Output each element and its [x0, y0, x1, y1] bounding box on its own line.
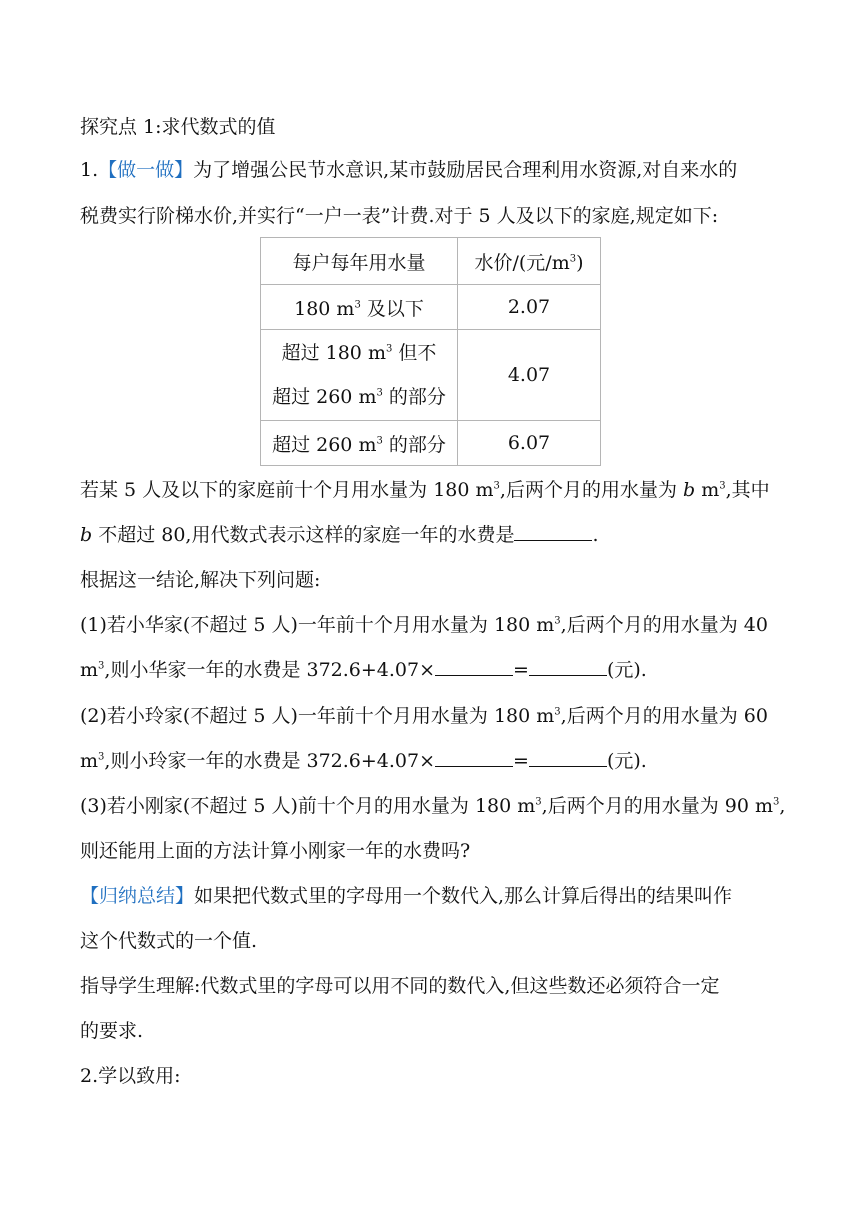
- water-price-table: [260, 237, 601, 466]
- problem-1-line-2: $m^3$,则小华家一年的水费是 372.6+4.07× = (元).: [80, 659, 647, 681]
- problem-3-line-2: 则还能用上面的方法计算小刚家一年的水费吗?: [80, 840, 471, 862]
- problem-2-line-2: $m^3$,则小玲家一年的水费是 372.6+4.07× = (元).: [80, 750, 647, 772]
- section-title: 探究点 1:求代数式的值: [80, 116, 276, 138]
- header-price: 水价/(元$/m^3$): [458, 238, 601, 285]
- summary-tag: 【归纳总结】: [80, 885, 195, 907]
- do-it-tag: 【做一做】: [98, 159, 194, 181]
- question-1-line-2: 税费实行阶梯水价,并实行“一户一表”计费.对于 5 人及以下的家庭,规定如下:: [80, 205, 719, 227]
- paragraph-1-line-1: 若某 5 人及以下的家庭前十个月用水量为 180 $m^3$,后两个月的用水量为 b $m^3$,其中: [80, 479, 770, 501]
- price-cell: 4.07: [458, 330, 601, 421]
- table-row: [261, 330, 601, 421]
- answer-blank: [529, 659, 607, 676]
- summary-line-1: 【归纳总结】如果把代数式里的字母用一个数代入,那么计算后得出的结果叫作: [80, 885, 733, 907]
- table-row: [261, 285, 601, 330]
- problem-2-line-1: (2)若小玲家(不超过 5 人)一年前十个月用水量为 180 $m^3$,后两个月的用水量为 60: [80, 705, 768, 727]
- guide-line-2: 的要求.: [80, 1020, 144, 1042]
- table-row: [261, 421, 601, 466]
- intro-line: 根据这一结论,解决下列问题:: [80, 569, 321, 591]
- answer-blank: [435, 659, 513, 676]
- paragraph-1-line-2: b 不超过 80,用代数式表示这样的家庭一年的水费是 .: [80, 524, 599, 546]
- header-usage: 每户每年用水量: [261, 238, 458, 285]
- problem-1-line-1: (1)若小华家(不超过 5 人)一年前十个月用水量为 180 $m^3$,后两个月的用水量为 40: [80, 614, 768, 636]
- price-cell: 6.07: [458, 421, 601, 466]
- summary-line-2: 这个代数式的一个值.: [80, 930, 258, 952]
- guide-line-1: 指导学生理解:代数式里的字母可以用不同的数代入,但这些数还必须符合一定: [80, 975, 720, 997]
- usage-cell: 超过 260 $m^3$ 的部分: [261, 421, 458, 466]
- answer-blank: [514, 524, 592, 541]
- price-cell: 2.07: [458, 285, 601, 330]
- usage-cell: 超过 180 $m^3$ 但不 超过 260 $m^3$ 的部分: [261, 330, 458, 421]
- table-header-row: [261, 238, 601, 285]
- problem-3-line-1: (3)若小刚家(不超过 5 人)前十个月的用水量为 180 $m^3$,后两个月的用水量为 90 $m^3$,: [80, 795, 786, 817]
- usage-cell: 180 $m^3$ 及以下: [261, 285, 458, 330]
- question-1-line-1: 1.【做一做】为了增强公民节水意识,某市鼓励居民合理利用水资源,对自来水的: [80, 159, 738, 181]
- answer-blank: [435, 750, 513, 767]
- question-2-title: 2.学以致用:: [80, 1065, 181, 1087]
- answer-blank: [529, 750, 607, 767]
